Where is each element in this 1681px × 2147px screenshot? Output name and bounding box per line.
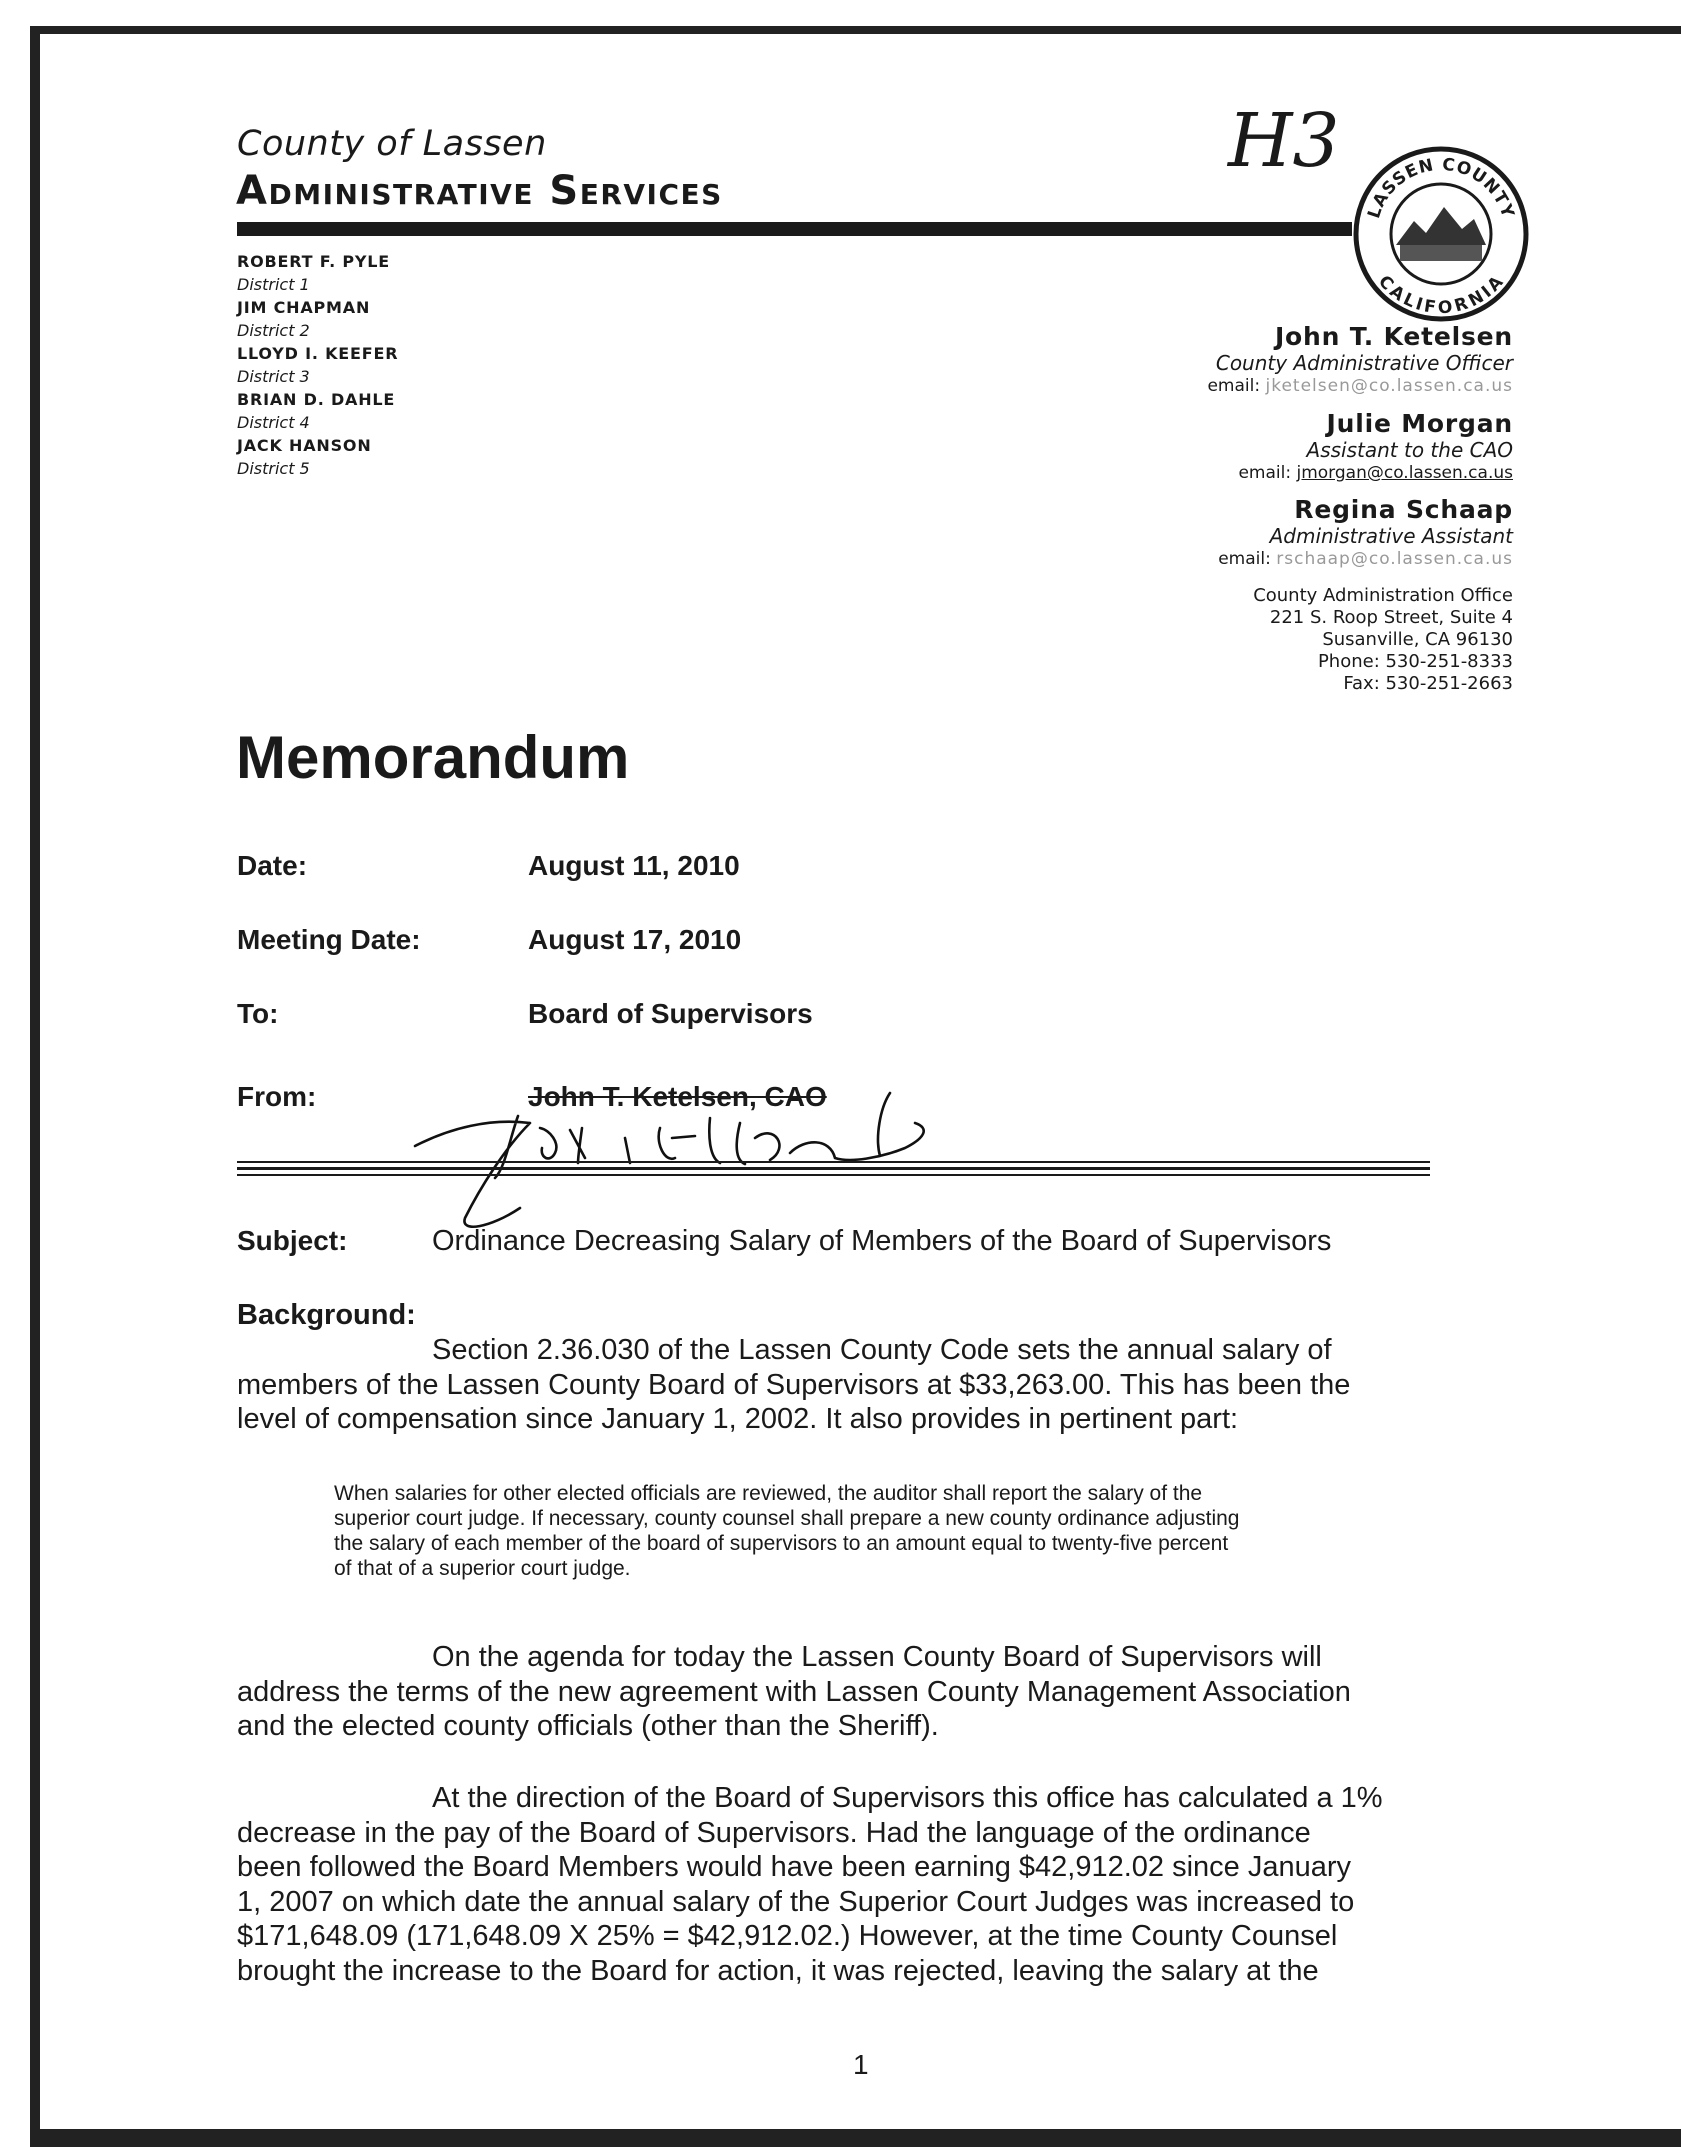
staff-email-address: jketelsen@co.lassen.ca.us (1265, 376, 1513, 396)
board-member-name: LLOYD I. KEEFER (237, 344, 399, 363)
staff-title: County Administrative Officer (1215, 351, 1513, 375)
svg-text:CALIFORNIA (1374, 272, 1508, 319)
scan-border-bottom (30, 2129, 1681, 2147)
header-divider-bottom (237, 1174, 1430, 1176)
email-label: email: (1207, 376, 1261, 396)
handwritten-signature (410, 1068, 1050, 1238)
to-value: Board of Supervisors (528, 998, 813, 1029)
office-address-block (1253, 585, 1513, 695)
staff-email-address[interactable]: jmorgan@co.lassen.ca.us (1296, 463, 1513, 483)
meeting-date-value: August 17, 2010 (528, 924, 742, 955)
staff-email-line (1207, 375, 1513, 397)
board-member-district: District 3 (237, 367, 310, 386)
county-of-heading: County of Lassen (237, 124, 547, 164)
board-member-district: District 1 (237, 275, 310, 294)
staff-name: Regina Schaap (1294, 495, 1513, 524)
staff-name: John T. Ketelsen (1274, 322, 1513, 351)
paragraph-line: address the terms of the new agreement with Lassen County Management Association (237, 1675, 1351, 1708)
email-label: email: (1218, 549, 1271, 569)
board-member-district: District 4 (237, 413, 310, 432)
paragraph-line: Section 2.36.030 of the Lassen County Code sets the annual salary of (432, 1334, 1332, 1366)
header-divider-middle (237, 1167, 1430, 1170)
scan-border-top (30, 26, 1681, 34)
paragraph-line: At the direction of the Board of Supervisors this office has calculated a 1% (432, 1782, 1383, 1814)
quote-line: the salary of each member of the board of supervisors to an amount equal to twenty-five percent (334, 1532, 1229, 1555)
board-member-district: District 2 (237, 321, 310, 340)
staff-contact-cao (1207, 323, 1513, 397)
header-divider-top (237, 1161, 1430, 1163)
paragraph-line: $171,648.09 (171,648.09 X 25% = $42,912.02.) However, at the time County Counsel (237, 1920, 1338, 1952)
meeting-date-label: Meeting Date: (237, 924, 421, 955)
staff-email-line (1238, 462, 1513, 484)
office-phone: Phone: 530-251-8333 (1317, 651, 1513, 672)
board-member-name: JIM CHAPMAN (237, 298, 371, 317)
quote-line: When salaries for other elected officials are reviewed, the auditor shall report the salary of the (334, 1482, 1203, 1505)
staff-name: Julie Morgan (1326, 409, 1513, 438)
paragraph-line: and the elected county officials (other than the Sheriff). (237, 1710, 939, 1742)
from-label: From: (237, 1081, 317, 1112)
paragraph-line: brought the increase to the Board for action, it was rejected, leaving the salary at the (237, 1954, 1319, 1987)
seal-top-text: LASSEN COUNTY (1364, 154, 1518, 222)
office-city: Susanville, CA 96130 (1322, 629, 1513, 650)
subject-label: Subject: (237, 1225, 348, 1256)
quote-line: superior court judge. If necessary, county counsel shall prepare a new county ordinance adjusting (334, 1507, 1240, 1530)
paragraph-line: 1, 2007 on which date the annual salary of the Superior Court Judges was increased to (237, 1885, 1355, 1918)
paragraph-line: members of the Lassen County Board of Supervisors at $33,263.00. This has been the (237, 1368, 1351, 1401)
calculation-paragraph (237, 1781, 1497, 1988)
paragraph-line: On the agenda for today the Lassen County Board of Supervisors will (432, 1641, 1322, 1673)
paragraph-line: level of compensation since January 1, 2002. It also provides in pertinent part: (237, 1403, 1239, 1435)
board-member-name: ROBERT F. PYLE (237, 252, 390, 271)
paragraph-line: decrease in the pay of the Board of Supervisors. Had the language of the ordinance (237, 1816, 1311, 1849)
quote-line: of that of a superior court judge. (334, 1557, 631, 1580)
department-heading: Administrative Services (236, 168, 723, 214)
handwritten-item-mark: H3 (1228, 98, 1340, 184)
office-fax: Fax: 530-251-2663 (1343, 673, 1513, 694)
staff-title: Administrative Assistant (1269, 524, 1513, 548)
scan-border-left (30, 26, 40, 2147)
header-rule (237, 222, 1352, 236)
staff-contact-admin-assistant (1218, 496, 1513, 570)
board-member-name: BRIAN D. DAHLE (237, 390, 396, 409)
county-seal-icon (1352, 145, 1530, 323)
staff-email-address: rschaap@co.lassen.ca.us (1276, 549, 1513, 569)
office-name: County Administration Office (1253, 585, 1513, 606)
memo-title: Memorandum (236, 724, 630, 791)
board-member-name: JACK HANSON (237, 436, 372, 455)
from-value: John T. Ketelsen, CAO (528, 1081, 827, 1112)
background-heading: Background: (237, 1299, 416, 1331)
code-quotation (334, 1481, 1464, 1581)
date-label: Date: (237, 850, 308, 881)
background-paragraph (237, 1333, 1497, 1437)
staff-contact-assistant (1238, 410, 1513, 484)
email-label: email: (1238, 463, 1292, 483)
staff-title: Assistant to the CAO (1306, 438, 1513, 462)
office-street: 221 S. Roop Street, Suite 4 (1269, 607, 1513, 628)
date-value: August 11, 2010 (528, 850, 740, 881)
agenda-paragraph (237, 1640, 1497, 1744)
to-label: To: (237, 998, 279, 1029)
page-number: 1 (853, 2049, 869, 2080)
svg-text:LASSEN COUNTY (1364, 155, 1518, 221)
board-members-list (237, 250, 398, 480)
staff-email-line (1218, 548, 1513, 570)
subject-text: Ordinance Decreasing Salary of Members of the Board of Supervisors (432, 1225, 1332, 1257)
seal-bottom-text: CALIFORNIA (1373, 271, 1508, 319)
board-member-district: District 5 (237, 459, 310, 478)
paragraph-line: been followed the Board Members would have been earning $42,912.02 since January (237, 1851, 1352, 1883)
